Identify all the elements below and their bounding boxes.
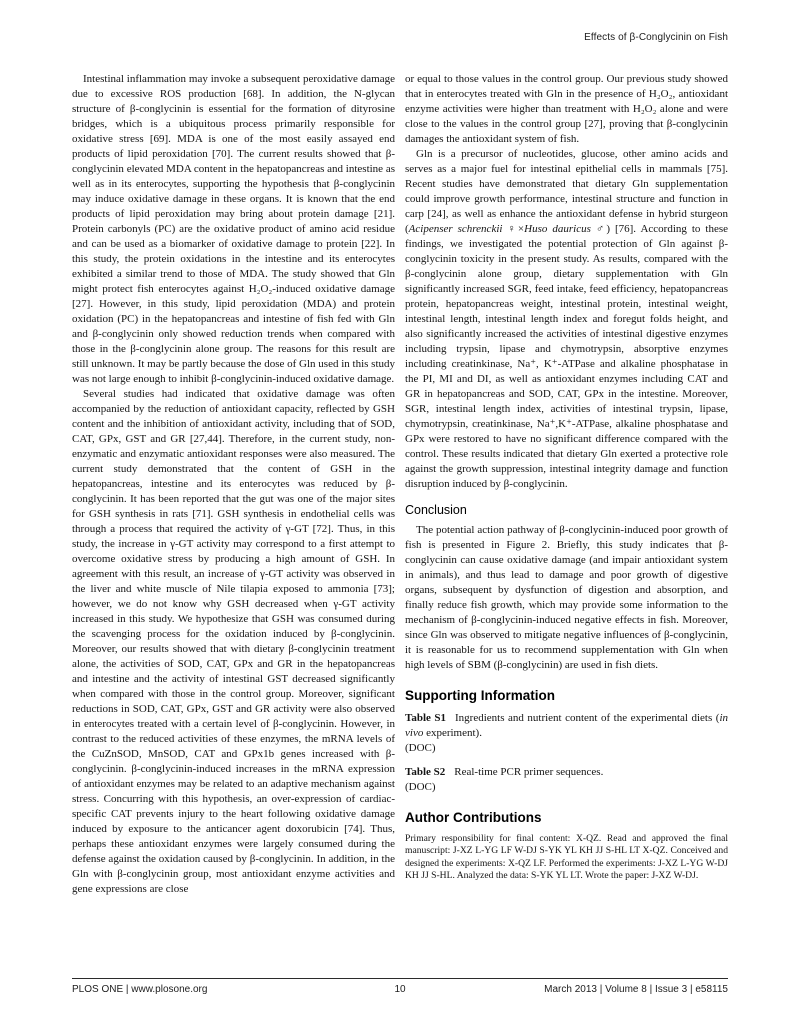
paragraph-author-contributions: Primary responsibility for final content: X-QZ. Read and approved the final manuscript: J-XZ L-YG LF W-DJ S-YK YL KH JJ S-HL LT X-QZ. Conceived and designed the experiments: X-QZ LF. Performed the experiments: J-XZ L-YG W-DJ KH JJ S-HL. Analyzed the data: S-YK YL LT. Wrote the paper: J-XZ W-DJ.: [405, 833, 728, 882]
footer-issue-info: March 2013 | Volume 8 | Issue 3 | e58115: [544, 984, 728, 995]
table-s1-label: Table S1: [405, 712, 447, 724]
table-s2-text: Real-time PCR primer sequences.: [454, 766, 604, 778]
paragraph-gln-precursor: [405, 147, 728, 492]
species-name-italic: Acipenser schrenckii: [408, 223, 503, 235]
paragraph-continuation: or equal to those values in the control group. Our previous study showed that in enterocytes treated with Gln in the presence of H₂O₂, antioxidant enzyme activities were higher than treatment with H₂O₂ alone and were close to the values in the control group [27], proving that β-conglycinin damages the antioxidant system of fish.: [405, 73, 728, 145]
section-heading-conclusion: Conclusion: [405, 503, 467, 517]
paragraph-text: Gln is a precursor of nucleotides, glucose, other amino acids and serves as a major fuel for intestinal epithelial cells in mammals [75]. Recent studies have demonstrated that dietary Gln supplementation could improve growth performance, intestinal structure and function in carp [24], as well as enhance the antioxidant defense in hybrid sturgeon (: [405, 148, 728, 235]
table-s2-label: Table S2: [405, 766, 446, 778]
section-heading-author-contributions: Author Contributions: [405, 810, 542, 825]
paragraph-antioxidant-capacity: Several studies had indicated that oxidative damage was often accompanied by the reduction of antioxidant capacity, reflected by GSH content and the inhibition of antioxidant activity, including that of SOD, CAT, GPx, GST and GR [27,44]. Therefore, in the current study, non-enzymatic and enzymatic antioxidant responses were also measured. The current study demonstrated that the content of GSH in the hepatopancreas, intestine and its enterocytes was reduced by β-conglycinin. It has been reported that the gut was one of the major sites for GSH synthesis in rats [71]. GSH synthesis in endothelial cells was through a process that required the activity of γ-GT [72]. Thus, in this study, the increase in γ-GT activity may correspond to a first attempt to overcome oxidative stress by producing a high amount of GSH. In agreement with this result, an increase of γ-GT activity was observed in the liver and white muscle of Nile tilapia exposed to ammonia [73]; however, we do not know why GSH decreased when γ-GT activity increased in this study. We hypothesize that GSH was consumed during the scavenging process for the oxidation induced by β-conglycinin. Moreover, our results showed that with dietary β-conglycinin treatment alone, the activities of SOD, CAT, GPx and GR in the hepatopancreas and intestine and the activity of intestinal GST decreased significantly when compared with those in the control group. Moreover, significant reductions in SOD, CAT, GPx, GST and GR activity were also observed in enterocytes treated with a certain level of β-conglycinin. However, in contrast to the reduced activities of these enzymes, the mRNA levels of the CuZnSOD, MnSOD, CAT and GPx1b genes increased with β-conglycinin. β-conglycinin-induced increases in the mRNA expression of antioxidant enzymes may be related to an adaptive mechanism against stress. Concurring with this hypothesis, an over-expression of cardiac-specific CAT prevents injury to the heart following oxidative damage induced by exposure to the anticancer agent doxorubicin [74]. Thus, perhaps these antioxidant enzymes were largely consumed during the defense against the oxidation caused by β-conglycinin. In addition, in the Gln with β-conglycinin group, most antioxidant enzyme activities and gene expressions are close: [72, 388, 395, 895]
table-s1-text-end: experiment).: [423, 727, 482, 739]
column-right: [405, 72, 728, 974]
species-name-italic: Huso dauricus: [524, 223, 591, 235]
paragraph-oxidative-damage: Intestinal inflammation may invoke a subsequent peroxidative damage due to excessive ROS production [68]. In addition, the N-glycan structure of β-conglycinin is essential for the formation of dityrosine bridges, which is a ubiquitous process primarily responsible for oxidative stress [69]. MDA is one of the most easily assayed end products of lipid peroxidation [70]. The current results showed that β-conglycinin elevated MDA content in the hepatopancreas and intestine as well as in its enterocytes, supporting the hypothesis that β-conglycinin may induce oxidative damage in these organs. It is known that the end products of lipid peroxidation may bring about protein damage [21]. Protein carbonyls (PC) are the oxidative product of amino acid residue and can be used as a biomarker of oxidative damage to protein [22]. In this study, the protein oxidations in the intestine and its enterocytes exhibited a similar trend to those of MDA. The study showed that Gln might protect fish enterocytes against H₂O₂-induced oxidative damage [27]. However, in this study, lipid peroxidation (MDA) and protein oxidation (PC) in the hepatopancreas and intestine of fish fed with Gln and β-conglycinin only showed reduction trends when compared with those in the β-conglycinin alone group. The reasons for this result are still unknown. It may be partly because the dose of Gln used in this study was not large enough to inhibit β-conglycinin-induced oxidative damage.: [72, 73, 395, 385]
supporting-item-table-s2: [405, 765, 728, 795]
paragraph-text: ♂) [76]. According to these findings, we investigated the potential protection of Gln against β-conglycinin toxicity in the present study. As results, compared with the β-conglycinin alone group, dietary supplementation with Gln significantly increased SGR, feed intake, feed efficiency, hepatopancreas protein, hepatopancreas weight, intestinal protein, intestinal weight, intestinal length, intestinal length index and foregut folds height, and also significantly increased the activities of intestinal digestive enzymes including trypsin, lipase and chymotrypsin, absorptive enzymes including creatinkinase, Na⁺, K⁺-ATPase and alkaline phosphatase in the PI, MI and DI, as well as antioxidant enzymes including CAT and GR in hepatopancreas and SOD, CAT, GPx in the intestine. Moreover, SGR, intestinal length index, activities of intestinal trypsin, lipase, chymotrypsin, creatinkinase, Na⁺,K⁺-ATPase, alkaline phosphatase and GPx were restored to have no significant difference compared with the control. These results indicated that dietary Gln exerted a protective role against the growth suppression, intestinal integrity damage and function disruption induced by β-conglycinin.: [405, 223, 728, 490]
page-footer: [72, 984, 728, 995]
paragraph-text: ♀×: [502, 223, 525, 235]
footer-journal: PLOS ONE | www.plosone.org: [72, 984, 208, 995]
table-s1-format: (DOC): [405, 742, 436, 754]
in-vivo-italic: in vivo: [405, 712, 728, 739]
footer-divider: [72, 978, 728, 979]
supporting-item-table-s1: [405, 711, 728, 756]
column-left: [72, 72, 395, 974]
article-body: [72, 72, 728, 974]
table-s1-text: Ingredients and nutrient content of the experimental diets (: [455, 712, 720, 724]
paragraph-conclusion: The potential action pathway of β-conglycinin-induced poor growth of fish is presented in Figure 2. Briefly, this study indicates that β-conglycinin can cause oxidative damage (and impair antioxidant system in animals), and thus lead to damage and poor growth of digestive organs, subsequent by dysfunction of digestion and absorption, and finally reduce fish growth, which may provide some information to the mechanism of β-conglycinin-induced negative effects in fish. Moreover, since Gln was observed to mitigate negative influences of β-conglycinin, it is reasonable for us to recommend supplementation with Gln when high levels of SBM (β-conglycinin) are used in fish diets.: [405, 524, 728, 671]
table-s2-format: (DOC): [405, 781, 436, 793]
footer-page-number: 10: [394, 984, 406, 995]
running-title: Effects of β-Conglycinin on Fish: [584, 32, 728, 43]
section-heading-supporting-information: Supporting Information: [405, 688, 555, 703]
